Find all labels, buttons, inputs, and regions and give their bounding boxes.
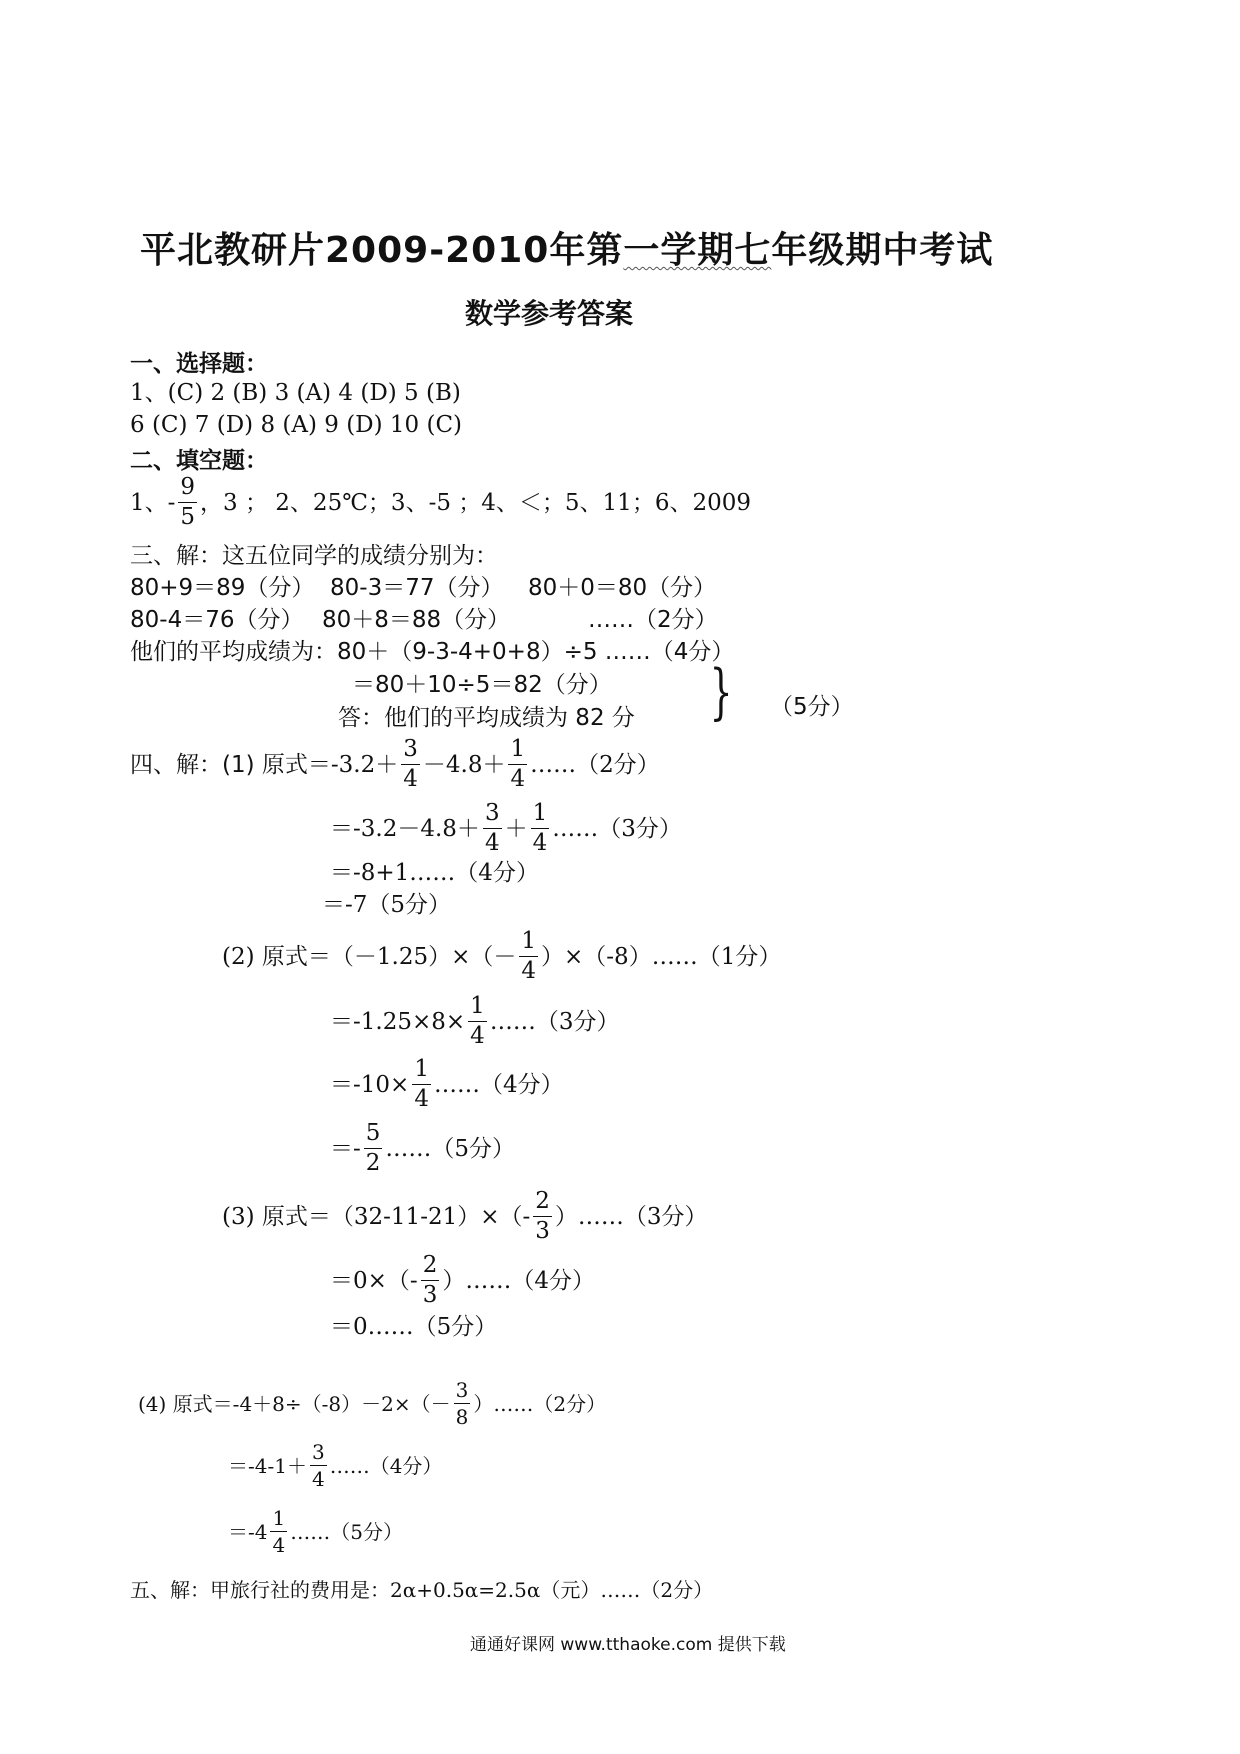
sec3-score-mark: ……（2分） [588,607,718,633]
sec3-score-total: （5分） [770,694,854,720]
sec3-score-1: 80+9＝89（分） [130,575,315,601]
sec3-average: 他们的平均成绩为：80＋（9-3-4+0+8）÷5 ……（4分） [130,639,735,665]
sec4-p2-line-2: ＝-1.25×8× $\frac{1}{4}$ ……（3分） [330,993,620,1049]
sec3-score-3: 80＋0＝80（分） [528,575,717,601]
sec4-p3-line-3: ＝0……（5分） [330,1314,498,1340]
sec4-p4-line-2: ＝-4-1＋ $\frac{3}{4}$ ……（4分） [228,1440,443,1491]
sec1-line-1: 1、(C) 2 (B) 3 (A) 4 (D) 5 (B) [130,380,461,406]
sec4-p3-line-2: ＝0×（- $\frac{2}{3}$ ）……（4分） [330,1252,595,1308]
sec4-p2-line-3: ＝-10× $\frac{1}{4}$ ……（4分） [330,1056,564,1112]
sec4-p1-line-4: ＝-7（5分） [322,892,452,918]
page-title: 平北教研片2009-2010年第一学期七年级期中考试 [140,230,994,271]
page-footer: 通通好课网 www.tthaoke.com 提供下载 [470,1635,786,1655]
sec4-p4-line-3: ＝-4 $\frac{1}{4}$ ……（5分） [228,1506,403,1557]
sec3-score-5: 80＋8＝88（分） [322,607,511,633]
sec3-score-2: 80-3＝77（分） [330,575,504,601]
sec4-p1-line-3: ＝-8+1……（4分） [330,860,539,886]
sec4-p1-line-2: ＝-3.2－4.8＋ $\frac{3}{4}$ ＋ $\frac{1}{4}$ ……（3分） [330,800,682,856]
sec5-line: 五、解：甲旅行社的费用是：2α+0.5α=2.5α（元）……（2分） [130,1578,714,1602]
sec4-p1-line-1: 四、解：(1) 原式＝ -3.2＋ $\frac{3}{4}$ －4.8＋ $\frac{1}{4}$ ……（2分） [130,736,660,792]
sec4-p3-line-1: (3) 原式＝（32-11-21）×（- $\frac{2}{3}$ ）……（3分） [222,1188,708,1244]
sec3-intro: 三、解：这五位同学的成绩分别为： [130,543,498,569]
sec4-p2-line-4: ＝- $\frac{5}{2}$ ……（5分） [330,1120,516,1176]
sec3-calc: ＝80＋10÷5＝82（分） [352,672,612,698]
sec3-answer: 答：他们的平均成绩为 82 分 [338,705,635,731]
sec1-line-2: 6 (C) 7 (D) 8 (A) 9 (D) 10 (C) [130,412,463,438]
page-subtitle: 数学参考答案 [465,297,634,330]
sec3-brace: } [709,657,733,727]
sec2-answers: 1、- $\frac{9}{5}$ ，3 ； 2、25℃；3、-5 ；4、＜；5、11；6、2009 [130,474,751,530]
section-1-heading: 一、选择题： [130,351,268,377]
section-2-heading: 二、填空题： [130,448,268,474]
sec3-score-4: 80-4＝76（分） [130,607,304,633]
sec4-p4-line-1: (4) 原式＝-4＋8÷（-8）－2×（－ $\frac{3}{8}$ ）……（2分） [138,1378,607,1429]
sec4-p2-line-1: (2) 原式＝（－1.25）×（－ $\frac{1}{4}$ ）×（-8）……（1分） [222,928,782,984]
